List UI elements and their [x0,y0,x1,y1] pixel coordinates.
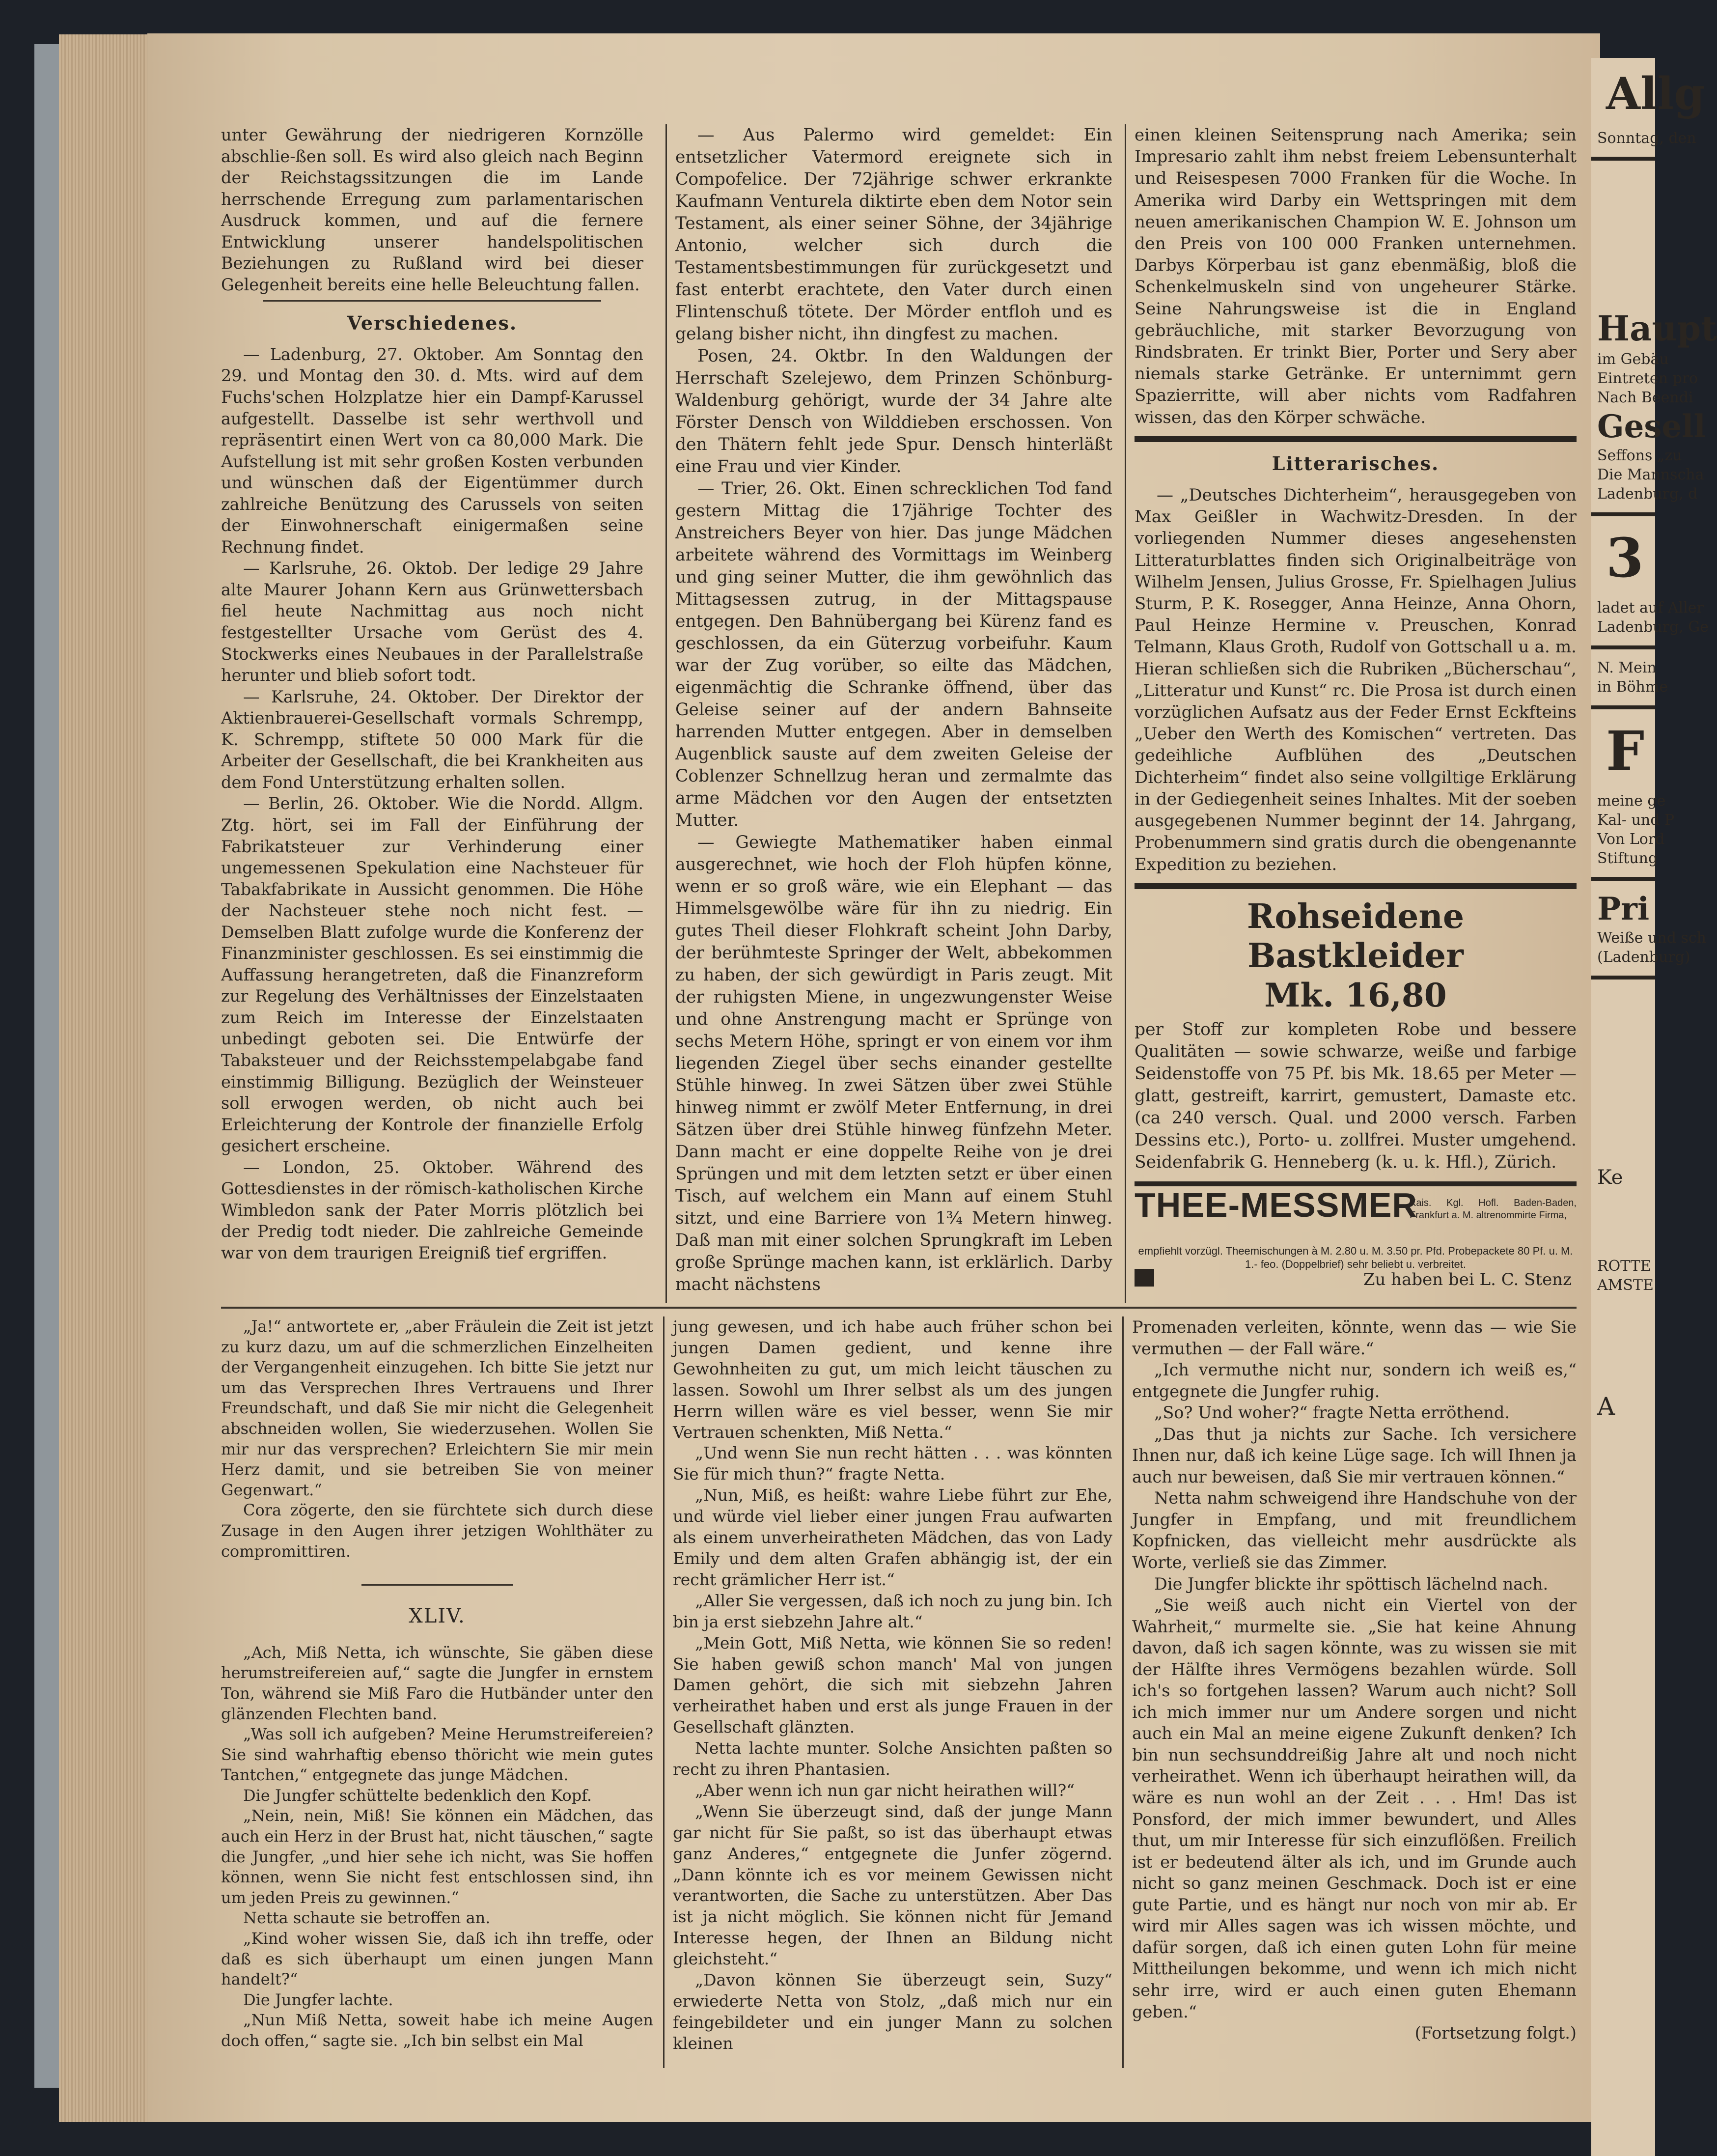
chapter-divider [361,1584,513,1586]
page-edges [59,34,157,2122]
fragment-text: Die Mannscha [1597,466,1704,483]
fragment-text: Weiße und sch [1597,929,1706,947]
fragment-text: N. Mein [1597,659,1657,676]
serial-column-2 [673,1316,1112,2054]
article-berlin: — Berlin, 26. Oktober. Wie die Nordd. Allgm. Ztg. hört, sei im Fall der Einführung der Fabrikatsteuer zur Verhinderung einer ungemessenen Spekulation eine Nachsteuer für Tabakfabrikate in Aussicht genommen. Die Höhe der Nachsteuer stehe noch nicht fest. — Demselben Blatt zufolge wurde die Konferenz der Finanzminister geschlossen. Es sei einstimmig die Auffassung herangetreten, daß die Finanzreform zur Regelung des Verhältnisses der Einzelstaaten zum Reich im Interesse der Einzelstaaten unbedingt geboten sei. Die Entwürfe der Tabaksteuer und der Reichsstempelabgabe fand einstimmig Billigung. Bezüglich der Weinsteuer soll erwogen werden, ob nicht auch bei Erleichterung der Kontrole der finanzielle Erfolg gesichert erscheine. [221,794,643,1156]
fragment-text: im Gebäu [1597,351,1669,368]
serial-paragraph: „Und wenn Sie nun recht hätten . . . was könnten Sie für mich thun?“ fragte Netta. [673,1443,1112,1484]
fragment-text: ladet auf Aller [1597,599,1704,616]
serial-paragraph: Promenaden verleiten, könnte, wenn das — wie Sie vermuthen — der Fall wäre.“ [1132,1317,1577,1358]
fragment-text: 3 [1606,526,1644,589]
masthead-fragment: Allg [1606,68,1705,120]
fragment-text: Ladenburg, d [1597,485,1698,503]
serial-paragraph: „Wenn Sie überzeugt sind, daß der junge Mann gar nicht für Sie paßt, so ist das überhaupt etwas ganz Anderes,“ entgegnete die Junfer zögernd. „Dann könnte ich es vor meinem Gewissen nicht verantworten, die Sache zu unterstützen. Aber Das ist ja nicht möglich. Sie können nicht für Jemand Interesse hegen, der Ihnen an Bildung nicht gleichsteht.“ [673,1801,1112,1969]
serial-paragraph: „Was soll ich aufgeben? Meine Herumstreifereien? Sie sind wahrhaftig ebenso thöricht wie mein gutes Tantchen,“ entgegnete das junge Mädchen. [221,1725,653,1785]
fragment-text: Ladenburg, Ge [1597,618,1709,636]
adjacent-page-edge [1591,58,1717,2156]
serial-paragraph: „Nun, Miß, es heißt: wahre Liebe führt zur Ehe, und würde viel lieber einer jungen Frau aufwarten als einem unverheiratheten Mädchen, das von Lady Emily und dem alten Grafen abhängig ist, der ein recht grämlicher Herr ist.“ [673,1485,1112,1589]
serial-paragraph: „Ich vermuthe nicht nur, sondern ich weiß es,“ entgegnete die Jungfer ruhig. [1132,1360,1577,1401]
serial-paragraph: Die Jungfer schüttelte bedenklich den Kopf. [243,1786,592,1805]
fragment-text: A [1597,1392,1615,1421]
serial-paragraph: Die Jungfer lachte. [243,1990,393,2009]
fragment-rule [1591,705,1655,709]
column-rule [1122,1316,1124,2068]
serial-paragraph: „Sie weiß auch nicht ein Viertel von der Wahrheit,“ murmelte sie. „Sie hat keine Ahnung davon, daß ich sagen könnte, was zu wissen sie mit der Hälfte ihres Vermögens bezahlen würde. Soll ich's so fortgehen lassen? Warum auch nicht? Soll ich mich immer nur um Andere sorgen und nicht auch ein Mal an meine eigene Zukunft denken? Ich bin nun sechsunddreißig Jahre alt und noch nicht verheirathet. Wenn ich überhaupt heirathen will, da wäre es nun wohl an der Zeit . . . Hm! Das ist Ponsford, der mich immer bewundert, und Alles thut, um mir Interesse für sich einzuflößen. Freilich ist er bedeutend älter als ich, und im Grunde auch nicht so ganz meinen Geschmack. Doch ist er eine gute Partie, und es hängt nur noch von mir ab. Er wird mir Alles sagen was ich wissen möchte, und dafür sorgen, daß ich einen guten Lohn für meine Mittheilungen bekomme, und wenn ich mich nicht sehr irre, wird er auch einen guten Ehemann geben.“ [1132,1596,1577,2021]
fragment-text: Von Lord [1597,831,1665,848]
column-rule [665,124,667,1303]
chapter-number: XLIV. [409,1605,466,1628]
article-darby-continued: einen kleinen Seitensprung nach Amerika; sein Impresario zahlt ihm nebst freiem Lebensunterhalt und Reisespesen 7000 Franken für die Woche. In Amerika wird Darby ein Wettspringen mit dem neuen amerikanischen Champion W. E. Johnson um den Preis von 100 000 Franken unternehmen. Darbys Körperbau ist ganz ebenmäßig, bloß die Schenkelmuskeln sind von ungeheurer Stärke. Seine Nahrungsweise ist die in England gebräuchliche, mit starker Bevorzugung von Rindsbraten. Er trinkt Bier, Porter und Sery aber niemals starke Getränke. Er unternimmt gern Spazierritte, will aber nichts vom Radfahren wissen, das den Körper schwäche. [1135,125,1577,427]
section-heading-verschiedenes: Verschiedenes. [347,312,518,335]
serial-paragraph: „Mein Gott, Miß Netta, wie können Sie so reden! Sie haben gewiß schon manch' Mal von jungen Damen gehört, die sich mit siebzehn Jahren verheirathet haben und erst als junge Frauen in der Gesellschaft glänzten. [673,1633,1112,1737]
article-karlsruhe-26: — Karlsruhe, 26. Oktob. Der ledige 29 Jahre alte Maurer Johann Kern aus Grünwettersbach fiel heute Nachmittag aus noch nicht festgestellter Ursache vom Gerüst des 4. Stockwerks eines Neubaues in der Parallelstraße herunter und blieb sofort todt. [221,559,643,685]
article-ladenburg: — Ladenburg, 27. Oktober. Am Sonntag den 29. und Montag den 30. d. Mts. wird auf dem Fuchs'schen Holzplatze hier ein Dampf-Karussel aufgestellt. Dasselbe ist sehr werthvoll und repräsentirt einen Wert von ca 80,000 Mark. Die Aufstellung ist mit sehr großen Kosten verbunden und wünschen daß der Eigentümmer durch zahlreiche Benützung des Carussels von seiten der Einwohnerschaft einigermaßen seine Rechnung findet. [221,344,643,557]
article-darby: — Gewiegte Mathematiker haben einmal ausgerechnet, wie hoch der Floh hüpfen könne, wenn er so groß wäre, wie ein Elephant — das Himmelsgewölbe wäre für ihn zu niedrig. Ein gutes Theil dieser Flohkraft scheint John Darby, der berühmteste Springer der Welt, abbekommen zu haben, der sich gewürdigt in Paris zeugt. Mit der ruhigsten Miene, in ungezwungenster Weise und ohne Anstrengung macht er Sprünge von sechs Metern Höhe, springt er von einem vor ihm liegenden Ziegel über sechs einander gestellte Stühle hinweg. In zwei Sätzen über zwei Stühle hinweg nimmt er zwölf Meter Entfernung, in drei Sätzen über drei Stühle hinweg fünfzehn Meter. Dann macht er eine doppelte Reihe von je drei Sprüngen und mit dem letzten setzt er über einen Tisch, auf welchem ein Mann auf einem Stuhl sitzt, und eine Barriere von 1¾ Metern hinweg. Daß man mit einer solchen Sprungkraft im Leben große Sprünge machen kann, ist erklärlich. Darby macht nächstens [675,833,1112,1294]
section-divider [1135,436,1577,442]
fragment-text: in Böhme [1597,678,1668,696]
to-be-continued: (Fortsetzung folgt.) [1414,2023,1577,2043]
top-column-1 [221,124,643,1263]
ad-firm-info: Kais. Kgl. Hofl. Baden-Baden, Frankfurt a. M. altrenommirte Firma, [1410,1197,1577,1221]
fragment-text: Gesell [1597,408,1706,445]
fragment-text: (Ladenburg) [1597,949,1690,966]
ad-logo: THEE-MESSMER [1135,1185,1417,1224]
serial-paragraph: „Davon können Sie überzeugt sein, Suzy“ erwiederte Netta von Stolz, „daß mich nur ein feingebildeter und ein junger Mann zu solchen kleinen [673,1970,1112,2053]
serial-divider [221,1307,1577,1309]
serial-paragraph: Netta schaute sie betroffen an. [243,1908,491,1928]
fragment-rule [1591,645,1655,649]
section-divider [263,300,601,302]
fragment-rule [1591,877,1655,881]
serial-paragraph: „Aber wenn ich nun gar nicht heirathen will?“ [695,1780,1075,1800]
fragment-text: Stiftung [1597,850,1658,867]
fragment-text: meine ge [1597,792,1666,810]
serial-column-1 [221,1316,653,2051]
top-column-2 [675,124,1112,1296]
ad-divider [1135,883,1577,889]
serial-paragraph: Netta nahm schweigend ihre Handschuhe von der Jungfer in Empfang, und mit freundlichem Kopfnicken, das vielleicht mehr ausdrückte als Worte, verließ sie das Zimmer. [1132,1488,1577,1572]
fragment-rule [1591,976,1655,980]
ad-body: per Stoff zur kompleten Robe und bessere Qualitäten — sowie schwarze, weiße und farbige Seidenstoffe von 75 Pf. bis Mk. 18.65 per Meter — glatt, gestreift, karrirt, gemustert, Damaste etc. (ca 240 versch. Qual. und 2000 versch. Farben Dessins etc.), Porto- u. zollfrei. Muster umgehend. Seidenfabrik G. Henneberg (k. u. k. Hfl.), Zürich. [1135,1019,1577,1172]
article-dichterheim: — „Deutsches Dichterheim“, herausgegeben von Max Geißler in Wachwitz-Dresden. In der vorliegenden Nummer dieses angesehensten Litteraturblattes finden sich Originalbeiträge von Wilhelm Jensen, Julius Grosse, Fr. Spielhagen Julius Sturm, P. K. Rosegger, Anna Heinze, Anna Ohorn, Paul Heinze Hermine v. Preuschen, Konrad Telmann, Klaus Groth, Rudolf von Gottschall u a. m. Hieran schließen sich die Rubriken „Bücherschau“, „Litteratur und Kunst“ rc. Die Prosa ist durch einen vorzüglichen Aufsatz aus der Feder Ernst Eckfteins „Ueber den Werth des Komischen“ vertreten. Das gedeihliche Aufblühen des „Deutschen Dichterheim“ findet also seine vollgiltige Erklärung in der Gediegenheit seines Inhaltes. Mit der soeben ausgegebenen Nummer beginnt der 14. Jahrgang, Probenummern sind gratis durch die obengenannte Expedition zu beziehen. [1135,485,1577,874]
serial-paragraph: „Aller Sie vergessen, daß ich noch zu jung bin. Ich bin ja erst siebzehn Jahre alt.“ [673,1591,1112,1631]
advertisement-silk-dresses [1135,897,1577,1174]
fragment-text: Ke [1597,1166,1623,1189]
serial-paragraph: „Nein, nein, Miß! Sie können ein Mädchen, das auch ein Herz in der Brust hat, nicht täuschen,“ sagte die Jungfer, „und hier sehe ich nicht, was Sie hoffen können, wenn Sie nicht fest entschlossen sind, ihn um jeden Preis zu gewinnen.“ [221,1806,653,1907]
serial-paragraph: „Ja!“ antwortete er, „aber Fräulein die Zeit ist jetzt zu kurz dazu, um auf die schmerzlichen Einzelheiten der Vergangenheit einzugehen. Ich bitte Sie jetzt nur um das Versprechen Ihres Vertrauens und Ihrer Freundschaft, und daß Sie mir nicht die Gelegenheit abschneiden wollen, Sie wiederzusehen. Wollen Sie mir nur das versprechen? Erleichtern Sie mir mein Herz damit, und sie betreiben Sie von meiner Gegenwart.“ [221,1317,653,1499]
article-posen: Posen, 24. Oktbr. In den Waldungen der Herrschaft Szelejewo, dem Prinzen Schönburg-Waldenburg gehörigt, wurde der 34 Jahre alte Förster Densch von Wilddieben erschossen. Von den Thätern fehlt jede Spur. Densch hinterläßt eine Frau und vier Kinder. [675,346,1112,476]
section-heading-litterarisches: Litterarisches. [1272,452,1440,475]
article-london: — London, 25. Oktober. Während des Gottesdienstes in der römisch-katholischen Kirche Wimbledon sank der Pater Morris plötzlich bei der Predig todt nieder. Die zahlreiche Gemeinde war von dem traurigen Ereigniß tief ergriffen. [221,1157,643,1262]
fragment-text: AMSTE [1597,1277,1654,1294]
article-paragraph: unter Gewährung der niedrigeren Kornzölle abschlie-ßen soll. Es wird also gleich nach Beginn der Reichstagssitzungen die im Lande herrschende Erregung zum parlamentarischen Ausdruck kommen, und auf die fernere Entwicklung unserer handelspolitischen Beziehungen zu Rußland wird bei dieser Gelegenheit bereits eine helle Beleuchtung fallen. [221,125,643,294]
article-trier: — Trier, 26. Okt. Einen schrecklichen Tod fand gestern Mittag die 17jährige Tochter des Anstreichers Beyer von hier. Das junge Mädchen arbeitete während des Vormittags im Weinberg und ging seiner Mutter, die ihm gewöhnlich das Mittagsessen zutrug, in der Mittagspause entgegen. Den Bahnübergang bei Kürenz fand es geschlossen, da ein Güterzug vorbeifuhr. Kaum war der Zug vorüber, so eilte das Mädchen, eigenmächtig die Schranke öffnend, über das Geleise seiner auf der andern Bahnseite harrenden Mutter entgegen. Aber in demselben Augenblick sauste auf dem zweiten Geleise der Coblenzer Schnellzug heran und zermalmte das arme Mädchen vor den Augen der entsetzten Mutter. [675,479,1112,830]
serial-paragraph: „Kind woher wissen Sie, daß ich ihn treffe, oder daß es sich überhaupt um einen jungen Mann handelt?“ [221,1929,653,1989]
column-rule [663,1316,665,2068]
fragment-text: Seffons „zu [1597,447,1682,464]
serial-paragraph: Netta lachte munter. Solche Ansichten paßten so recht zu ihren Phantasien. [673,1738,1112,1779]
serial-paragraph: „Ach, Miß Netta, ich wünschte, Sie gäben diese herumstreifereien auf,“ sagte die Jungfer in ernstem Ton, während sie Miß Faro die Hutbänder unter den glänzenden Flechten band. [221,1643,653,1723]
serial-paragraph: „Das thut ja nichts zur Sache. Ich versichere Ihnen nur, daß ich keine Lüge sage. Ich will Ihnen ja auch nur beweisen, daß Sie mir vertrauen können.“ [1132,1424,1577,1486]
fragment-text: Haupt [1597,308,1717,349]
serial-column-3 [1132,1316,1577,2044]
article-palermo: — Aus Palermo wird gemeldet: Ein entsetzlicher Vatermord ereignete sich in Compofelice. Der 72jährige schwer erkrankte Kaufmann Venturela diktirte eben dem Notor sein Testament, als einer seiner Söhne, der 34jährige Antonio, welcher sich durch die Testamentsbestimmungen für zurückgesetzt und fast enterbt erachtete, den Vater durch einen Flintenschuß tötete. Der Mörder entfloh und es gelang bisher nicht, ihn dingfest zu machen. [675,125,1112,344]
ad-ornament [1135,1269,1154,1287]
fragment-text: F [1606,719,1645,783]
serial-paragraph: jung gewesen, und ich habe auch früher schon bei jungen Damen gedient, und kenne ihre Gewohnheiten zu gut, um mich leicht täuschen zu lassen. Sowohl um Ihrer selbst als um des jungen Herrn willen wäre es viel besser, wenn Sie mir Vertrauen schenkten, Miß Netta.“ [673,1317,1112,1442]
fragment-text: ROTTE [1597,1258,1651,1275]
fragment-text: Eintreten pro [1597,370,1698,387]
ad-price: Mk. 16,80 [1264,976,1447,1014]
ad-description: empfiehlt vorzügl. Theemischungen à M. 2.80 u. M. 3.50 pr. Pfd. Probepackete 80 Pf. u. M. 1.- feo. (Doppelbrief) sehr beliebt u. verbreitet. [1138,1244,1573,1270]
serial-paragraph: Cora zögerte, den sie fürchtete sich durch diese Zusage in den Augen ihrer jetzigen Wohlthäter zu compromittiren. [221,1501,653,1561]
serial-paragraph: „Nun Miß Netta, soweit habe ich meine Augen doch offen,“ sagte sie. „Ich bin selbst ein Mal [221,2011,653,2050]
serial-paragraph: „So? Und woher?“ fragte Netta erröthend. [1154,1403,1510,1423]
column-rule [1125,124,1126,1303]
fragment-text: Nach Beendi [1597,389,1693,406]
newspaper-page [147,33,1600,2122]
fragment-rule [1591,157,1655,161]
fragment-rule [1591,512,1655,516]
top-column-3 [1135,124,1577,1291]
fragment-text: Kal- und P [1597,812,1675,829]
fragment-text: Sonntag, den [1597,130,1696,147]
advertisement-thee-messmer [1135,1181,1577,1291]
ad-title: Rohseidene Bastkleider [1246,896,1465,976]
fragment-text: Pri [1597,891,1650,927]
serial-paragraph: Die Jungfer blickte ihr spöttisch lächelnd nach. [1154,1574,1549,1594]
article-karlsruhe-24: — Karlsruhe, 24. Oktober. Der Direktor der Aktienbrauerei-Gesellschaft vormals Schrempp, K. Schrempp, stiftete 50 000 Mark für die Arbeiter der Gesellschaft, die bei Krankheiten aus dem Fond Unterstützung erhalten sollen. [221,687,643,792]
ad-seller: Zu haben bei L. C. Stenz [1363,1269,1572,1289]
